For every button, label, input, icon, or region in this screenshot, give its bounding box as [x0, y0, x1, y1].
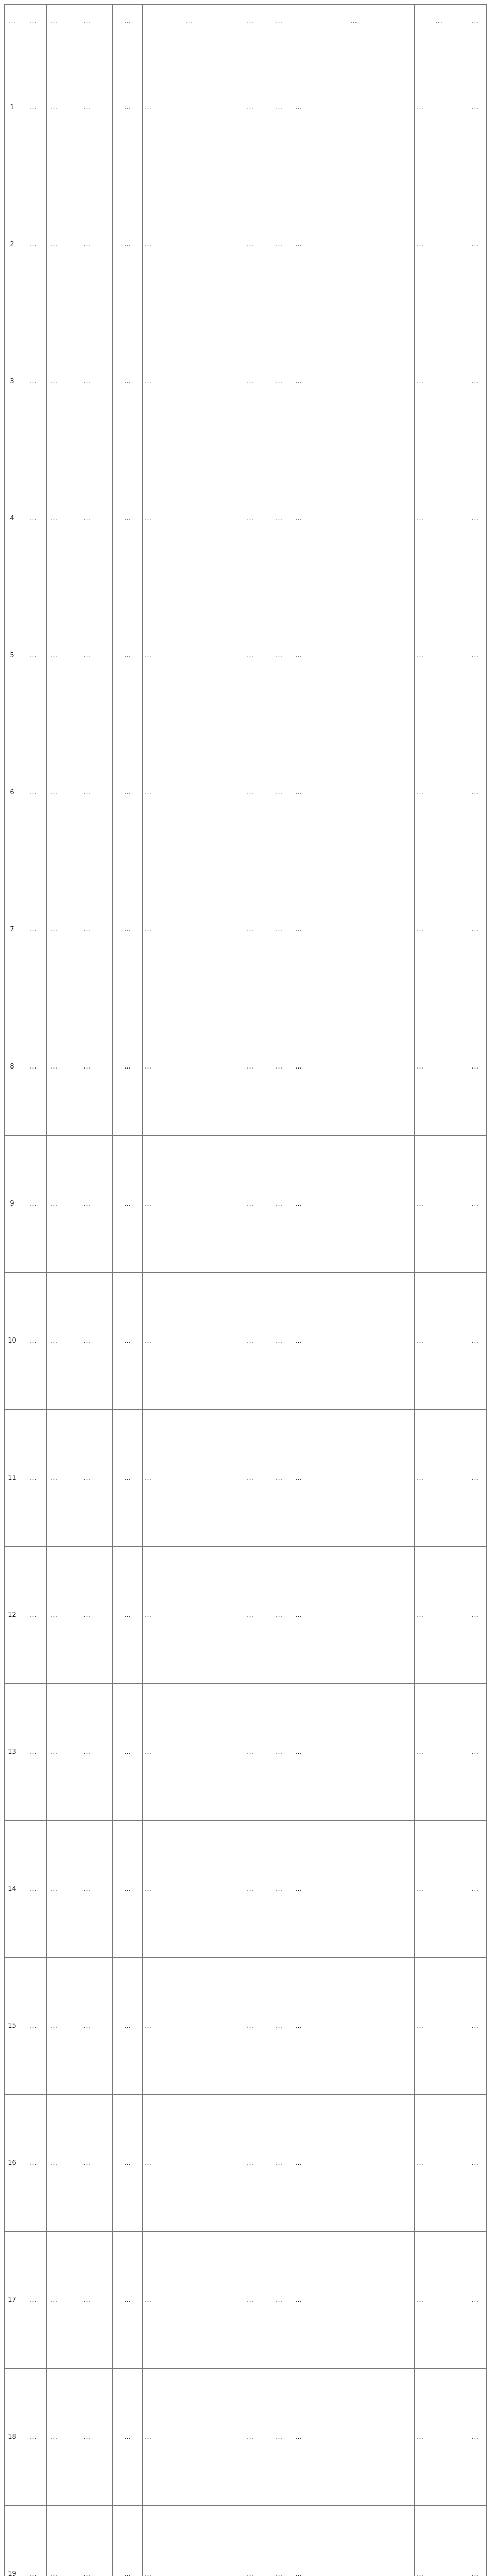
col-header: …: [463, 5, 487, 39]
cell-district: …: [47, 2506, 61, 2576]
cell-rectification-details: …: [293, 1136, 415, 1273]
cell-company-name: …: [61, 861, 113, 998]
cell-report-date: …: [20, 1547, 47, 1684]
cell-company-name: …: [61, 1684, 113, 1821]
cell-problem-description: …: [143, 587, 235, 724]
cell-problem-description: …: [143, 2232, 235, 2369]
cell-problem-description: …: [143, 1136, 235, 1273]
col-header: …: [61, 5, 113, 39]
cell-result: …: [463, 2095, 487, 2232]
table-row: [5, 1410, 487, 1547]
cell-responsibility: …: [415, 313, 463, 450]
cell-deadline: …: [235, 2369, 265, 2506]
cell-problem-type: …: [113, 861, 143, 998]
cell-problem-type: …: [113, 176, 143, 313]
cell-district: …: [47, 1684, 61, 1821]
cell-deadline: …: [235, 313, 265, 450]
cell-problem-description: …: [143, 724, 235, 861]
cell-district: …: [47, 1821, 61, 1958]
cell-deadline: …: [235, 176, 265, 313]
cell-row-number: 8: [5, 998, 20, 1136]
table-row: [5, 1547, 487, 1684]
cell-district: …: [47, 2232, 61, 2369]
cell-deadline: …: [235, 2232, 265, 2369]
cell-rectification-details: …: [293, 39, 415, 176]
cell-rectification-details: …: [293, 2369, 415, 2506]
cell-responsibility: …: [415, 724, 463, 861]
cell-report-date: …: [20, 998, 47, 1136]
cell-company-name: …: [61, 1273, 113, 1410]
col-header: …: [113, 5, 143, 39]
cell-row-number: 12: [5, 1547, 20, 1684]
cell-rectification-details: …: [293, 2232, 415, 2369]
cell-problem-type: …: [113, 2369, 143, 2506]
cell-company-name: …: [61, 176, 113, 313]
cell-company-name: …: [61, 1958, 113, 2095]
cell-company-name: …: [61, 39, 113, 176]
cell-responsibility: …: [415, 450, 463, 587]
table-row: [5, 39, 487, 176]
cell-district: …: [47, 724, 61, 861]
cell-report-date: …: [20, 313, 47, 450]
cell-company-name: …: [61, 1821, 113, 1958]
cell-report-date: …: [20, 587, 47, 724]
table-row: [5, 2095, 487, 2232]
cell-status: …: [265, 1958, 293, 2095]
cell-result: …: [463, 2369, 487, 2506]
cell-district: …: [47, 587, 61, 724]
cell-deadline: …: [235, 1547, 265, 1684]
table-row: [5, 2369, 487, 2506]
cell-problem-type: …: [113, 1958, 143, 2095]
table-row: [5, 2506, 487, 2576]
cell-row-number: 1: [5, 39, 20, 176]
cell-district: …: [47, 2095, 61, 2232]
col-header: …: [235, 5, 265, 39]
cell-rectification-details: …: [293, 2095, 415, 2232]
cell-report-date: …: [20, 2232, 47, 2369]
cell-result: …: [463, 176, 487, 313]
cell-problem-type: …: [113, 1410, 143, 1547]
cell-problem-type: …: [113, 1273, 143, 1410]
cell-responsibility: …: [415, 39, 463, 176]
cell-deadline: …: [235, 1684, 265, 1821]
cell-deadline: …: [235, 2095, 265, 2232]
cell-deadline: …: [235, 998, 265, 1136]
cell-result: …: [463, 1136, 487, 1273]
col-header: …: [47, 5, 61, 39]
cell-problem-description: …: [143, 2369, 235, 2506]
cell-status: …: [265, 39, 293, 176]
cell-deadline: …: [235, 1821, 265, 1958]
cell-problem-description: …: [143, 1410, 235, 1547]
cell-responsibility: …: [415, 1136, 463, 1273]
cell-responsibility: …: [415, 2506, 463, 2576]
col-header: …: [415, 5, 463, 39]
cell-row-number: 3: [5, 313, 20, 450]
cell-problem-description: …: [143, 1273, 235, 1410]
cell-status: …: [265, 2369, 293, 2506]
cell-report-date: …: [20, 2506, 47, 2576]
cell-problem-description: …: [143, 2095, 235, 2232]
cell-company-name: …: [61, 2506, 113, 2576]
cell-problem-type: …: [113, 1547, 143, 1684]
cell-responsibility: …: [415, 1547, 463, 1684]
cell-status: …: [265, 176, 293, 313]
cell-row-number: 11: [5, 1410, 20, 1547]
cell-company-name: …: [61, 450, 113, 587]
cell-row-number: 4: [5, 450, 20, 587]
cell-report-date: …: [20, 1684, 47, 1821]
table-row: [5, 2232, 487, 2369]
cell-row-number: 14: [5, 1821, 20, 1958]
cell-district: …: [47, 176, 61, 313]
cell-district: …: [47, 861, 61, 998]
cell-result: …: [463, 2232, 487, 2369]
table-row: [5, 1821, 487, 1958]
cell-result: …: [463, 1410, 487, 1547]
cell-company-name: …: [61, 587, 113, 724]
cell-report-date: …: [20, 450, 47, 587]
cell-problem-description: …: [143, 1684, 235, 1821]
cell-district: …: [47, 313, 61, 450]
cell-district: …: [47, 998, 61, 1136]
cell-rectification-details: …: [293, 313, 415, 450]
cell-status: …: [265, 1273, 293, 1410]
cell-deadline: …: [235, 724, 265, 861]
cell-responsibility: …: [415, 1273, 463, 1410]
rectification-table: [4, 4, 487, 2576]
cell-status: …: [265, 2095, 293, 2232]
cell-company-name: …: [61, 998, 113, 1136]
cell-problem-type: …: [113, 39, 143, 176]
cell-company-name: …: [61, 1136, 113, 1273]
cell-responsibility: …: [415, 2095, 463, 2232]
cell-district: …: [47, 1273, 61, 1410]
cell-status: …: [265, 998, 293, 1136]
cell-rectification-details: …: [293, 2506, 415, 2576]
cell-status: …: [265, 1547, 293, 1684]
cell-deadline: …: [235, 450, 265, 587]
cell-result: …: [463, 1684, 487, 1821]
cell-responsibility: …: [415, 176, 463, 313]
cell-result: …: [463, 1273, 487, 1410]
cell-report-date: …: [20, 2095, 47, 2232]
cell-report-date: …: [20, 1273, 47, 1410]
cell-result: …: [463, 861, 487, 998]
cell-responsibility: …: [415, 2369, 463, 2506]
cell-deadline: …: [235, 39, 265, 176]
cell-report-date: …: [20, 1410, 47, 1547]
cell-company-name: …: [61, 724, 113, 861]
cell-problem-description: …: [143, 1958, 235, 2095]
cell-result: …: [463, 39, 487, 176]
cell-status: …: [265, 1821, 293, 1958]
cell-deadline: …: [235, 1410, 265, 1547]
cell-row-number: 9: [5, 1136, 20, 1273]
cell-result: …: [463, 2506, 487, 2576]
table-row: [5, 998, 487, 1136]
cell-result: …: [463, 1958, 487, 2095]
cell-problem-description: …: [143, 861, 235, 998]
cell-problem-type: …: [113, 587, 143, 724]
cell-report-date: …: [20, 724, 47, 861]
cell-rectification-details: …: [293, 724, 415, 861]
cell-deadline: …: [235, 1958, 265, 2095]
cell-rectification-details: …: [293, 1821, 415, 1958]
cell-responsibility: …: [415, 1958, 463, 2095]
col-header: …: [143, 5, 235, 39]
cell-report-date: …: [20, 176, 47, 313]
col-header: …: [5, 5, 20, 39]
table-row: [5, 176, 487, 313]
cell-report-date: …: [20, 1821, 47, 1958]
cell-status: …: [265, 2506, 293, 2576]
cell-row-number: 18: [5, 2369, 20, 2506]
cell-report-date: …: [20, 1136, 47, 1273]
cell-result: …: [463, 313, 487, 450]
table-row: [5, 450, 487, 587]
cell-problem-description: …: [143, 1547, 235, 1684]
cell-problem-description: …: [143, 313, 235, 450]
table-row: [5, 587, 487, 724]
table-header-row: [5, 5, 487, 39]
cell-problem-type: …: [113, 2232, 143, 2369]
cell-district: …: [47, 1410, 61, 1547]
cell-row-number: 10: [5, 1273, 20, 1410]
cell-problem-type: …: [113, 1136, 143, 1273]
cell-rectification-details: …: [293, 587, 415, 724]
cell-problem-description: …: [143, 39, 235, 176]
cell-row-number: 15: [5, 1958, 20, 2095]
cell-problem-type: …: [113, 2095, 143, 2232]
cell-result: …: [463, 587, 487, 724]
cell-rectification-details: …: [293, 998, 415, 1136]
cell-company-name: …: [61, 2095, 113, 2232]
cell-district: …: [47, 39, 61, 176]
cell-company-name: …: [61, 2369, 113, 2506]
cell-row-number: 17: [5, 2232, 20, 2369]
cell-row-number: 2: [5, 176, 20, 313]
table-row: [5, 1136, 487, 1273]
cell-district: …: [47, 1958, 61, 2095]
col-header: …: [20, 5, 47, 39]
cell-result: …: [463, 998, 487, 1136]
col-header: …: [293, 5, 415, 39]
cell-status: …: [265, 724, 293, 861]
col-header: …: [265, 5, 293, 39]
cell-deadline: …: [235, 861, 265, 998]
table-row: [5, 861, 487, 998]
cell-problem-description: …: [143, 176, 235, 313]
cell-problem-type: …: [113, 998, 143, 1136]
cell-row-number: 6: [5, 724, 20, 861]
cell-responsibility: …: [415, 998, 463, 1136]
table-body: [5, 39, 487, 2576]
cell-result: …: [463, 450, 487, 587]
cell-problem-description: …: [143, 998, 235, 1136]
cell-deadline: …: [235, 2506, 265, 2576]
cell-row-number: 19: [5, 2506, 20, 2576]
cell-responsibility: …: [415, 1821, 463, 1958]
cell-district: …: [47, 2369, 61, 2506]
cell-problem-type: …: [113, 1684, 143, 1821]
cell-responsibility: …: [415, 1410, 463, 1547]
cell-responsibility: …: [415, 2232, 463, 2369]
cell-rectification-details: …: [293, 450, 415, 587]
cell-status: …: [265, 450, 293, 587]
cell-district: …: [47, 1547, 61, 1684]
cell-rectification-details: …: [293, 1684, 415, 1821]
cell-rectification-details: …: [293, 1547, 415, 1684]
cell-problem-type: …: [113, 313, 143, 450]
table-row: [5, 313, 487, 450]
cell-row-number: 5: [5, 587, 20, 724]
cell-status: …: [265, 313, 293, 450]
cell-result: …: [463, 1821, 487, 1958]
cell-result: …: [463, 724, 487, 861]
cell-status: …: [265, 1136, 293, 1273]
table-row: [5, 724, 487, 861]
table-row: [5, 1958, 487, 2095]
cell-report-date: …: [20, 39, 47, 176]
cell-company-name: …: [61, 2232, 113, 2369]
cell-responsibility: …: [415, 861, 463, 998]
cell-problem-type: …: [113, 724, 143, 861]
cell-status: …: [265, 2232, 293, 2369]
table-row: [5, 1684, 487, 1821]
cell-company-name: …: [61, 1547, 113, 1684]
cell-responsibility: …: [415, 1684, 463, 1821]
cell-deadline: …: [235, 1136, 265, 1273]
cell-status: …: [265, 861, 293, 998]
cell-problem-description: …: [143, 450, 235, 587]
cell-responsibility: …: [415, 587, 463, 724]
cell-district: …: [47, 1136, 61, 1273]
cell-problem-description: …: [143, 2506, 235, 2576]
cell-report-date: …: [20, 2369, 47, 2506]
cell-report-date: …: [20, 861, 47, 998]
cell-status: …: [265, 1410, 293, 1547]
cell-status: …: [265, 587, 293, 724]
cell-problem-type: …: [113, 450, 143, 587]
cell-row-number: 16: [5, 2095, 20, 2232]
cell-rectification-details: …: [293, 1958, 415, 2095]
cell-deadline: …: [235, 587, 265, 724]
cell-report-date: …: [20, 1958, 47, 2095]
table-row: [5, 1273, 487, 1410]
cell-problem-type: …: [113, 1821, 143, 1958]
cell-deadline: …: [235, 1273, 265, 1410]
cell-problem-description: …: [143, 1821, 235, 1958]
cell-rectification-details: …: [293, 861, 415, 998]
cell-rectification-details: …: [293, 176, 415, 313]
cell-company-name: …: [61, 313, 113, 450]
cell-district: …: [47, 450, 61, 587]
cell-row-number: 13: [5, 1684, 20, 1821]
cell-problem-type: …: [113, 2506, 143, 2576]
cell-rectification-details: …: [293, 1273, 415, 1410]
cell-row-number: 7: [5, 861, 20, 998]
cell-result: …: [463, 1547, 487, 1684]
cell-rectification-details: …: [293, 1410, 415, 1547]
cell-company-name: …: [61, 1410, 113, 1547]
cell-status: …: [265, 1684, 293, 1821]
